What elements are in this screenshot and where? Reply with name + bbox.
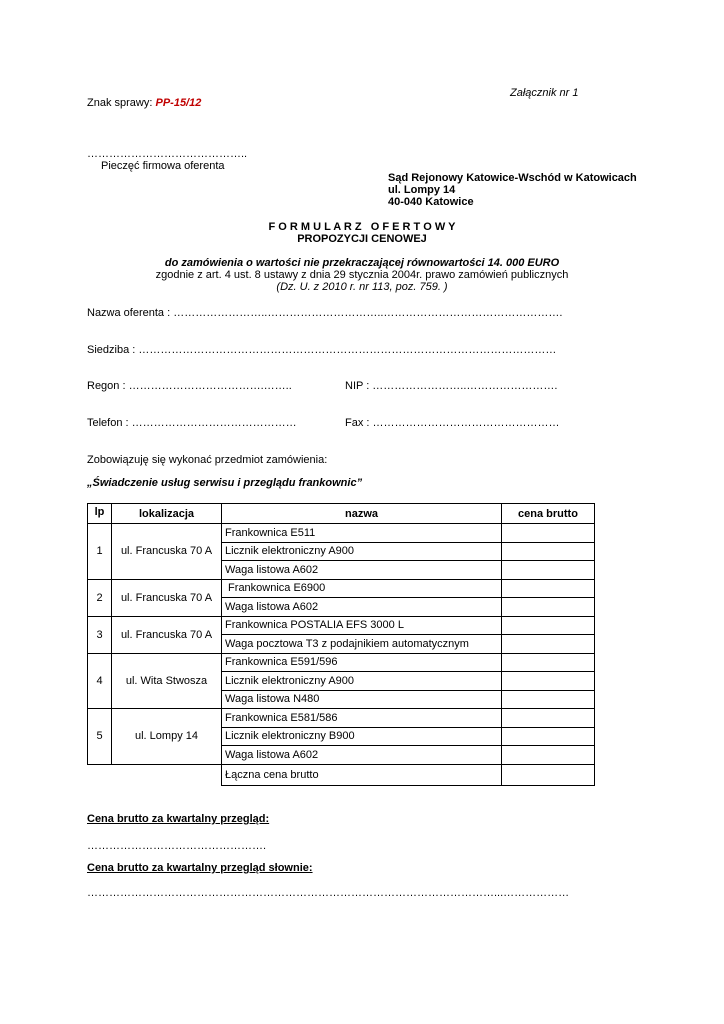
row-lp: 4 <box>88 653 112 709</box>
stamp-label: Pieczęć firmowa oferenta <box>101 160 225 172</box>
row-item-name: Licznik elektroniczny A900 <box>222 542 502 561</box>
attachment-label: Załącznik nr 1 <box>510 87 579 99</box>
table-header-row <box>88 504 595 524</box>
price-cell[interactable] <box>502 690 595 709</box>
phone-field[interactable]: Telefon : ……………………………………… <box>87 417 297 429</box>
row-lp: 2 <box>88 579 112 616</box>
price-cell[interactable] <box>502 653 595 672</box>
stamp-dots: …………………………………….. <box>87 148 248 160</box>
row-lp: 1 <box>88 524 112 580</box>
bidder-name-field[interactable]: Nazwa oferenta : ……………………..…………………………..…………………………………………. <box>87 307 563 319</box>
case-number-value: PP-15/12 <box>155 97 202 109</box>
price-cell[interactable] <box>502 672 595 691</box>
price-cell[interactable] <box>502 561 595 580</box>
row-item-name: Waga listowa A602 <box>222 598 502 617</box>
header-price: cena brutto <box>502 504 595 524</box>
total-row <box>88 764 595 785</box>
fax-field[interactable]: Fax : …………………………………………… <box>345 417 560 429</box>
table-row <box>88 653 595 672</box>
row-item-name: Frankownica E6900 <box>222 579 502 598</box>
price-cell[interactable] <box>502 542 595 561</box>
quarterly-price-words-label: Cena brutto za kwartalny przegląd słownie: <box>87 862 313 874</box>
row-lp: 5 <box>88 709 112 765</box>
form-subtitle: PROPOZYCJI CENOWEJ <box>297 233 427 245</box>
order-subject: „Świadczenie usług serwisu i przeglądu frankownic” <box>87 477 363 489</box>
table-row <box>88 524 595 543</box>
total-label: Łączna cena brutto <box>222 764 502 785</box>
row-item-name: Waga pocztowa T3 z podajnikiem automatycznym <box>222 635 502 654</box>
row-location: ul. Lompy 14 <box>112 709 222 765</box>
row-location: ul. Francuska 70 A <box>112 579 222 616</box>
legal-reference: (Dz. U. z 2010 r. nr 113, poz. 759. ) <box>276 281 448 293</box>
regon-field[interactable]: Regon : ……………………………….…….. <box>87 380 292 392</box>
price-cell[interactable] <box>502 598 595 617</box>
row-item-name: Frankownica E581/586 <box>222 709 502 728</box>
legal-basis: zgodnie z art. 4 ust. 8 ustawy z dnia 29 stycznia 2004r. prawo zamówień publicznych <box>155 269 569 281</box>
price-cell[interactable] <box>502 727 595 746</box>
bidder-address-field[interactable]: Siedziba : …………………………………………………………………………………………………… <box>87 344 557 356</box>
row-item-name: Licznik elektroniczny A900 <box>222 672 502 691</box>
header-lp: lp <box>88 504 112 524</box>
price-table <box>87 503 595 786</box>
row-location: ul. Francuska 70 A <box>112 524 222 580</box>
quarterly-price-field[interactable]: …………………………………………. <box>87 840 267 852</box>
total-row-spacer <box>88 764 222 785</box>
row-item-name: Waga listowa A602 <box>222 746 502 765</box>
row-item-name: Waga listowa N480 <box>222 690 502 709</box>
row-item-name: Frankownica E591/596 <box>222 653 502 672</box>
price-cell[interactable] <box>502 635 595 654</box>
recipient-line-2: ul. Lompy 14 <box>388 184 456 196</box>
table-row <box>88 616 595 635</box>
quarterly-price-label: Cena brutto za kwartalny przegląd: <box>87 813 270 825</box>
case-number <box>87 97 201 109</box>
price-cell[interactable] <box>502 616 595 635</box>
form-title: F O R M U L A R Z O F E R T O W Y <box>268 221 456 233</box>
price-cell[interactable] <box>502 709 595 728</box>
recipient-line-3: 40-040 Katowice <box>388 196 474 208</box>
recipient-line-1: Sąd Rejonowy Katowice-Wschód w Katowicach <box>388 172 637 184</box>
price-cell[interactable] <box>502 746 595 765</box>
order-scope: do zamówienia o wartości nie przekraczającej równowartości 14. 000 EURO <box>164 257 560 269</box>
header-name: nazwa <box>222 504 502 524</box>
table-row <box>88 579 595 598</box>
row-item-name: Waga listowa A602 <box>222 561 502 580</box>
row-item-name: Frankownica E511 <box>222 524 502 543</box>
case-number-label: Znak sprawy: <box>87 97 153 109</box>
commitment-text: Zobowiązuję się wykonać przedmiot zamówienia: <box>87 454 328 466</box>
row-lp: 3 <box>88 616 112 653</box>
row-item-name: Frankownica POSTALIA EFS 3000 L <box>222 616 502 635</box>
row-location: ul. Francuska 70 A <box>112 616 222 653</box>
row-item-name: Licznik elektroniczny B900 <box>222 727 502 746</box>
price-cell[interactable] <box>502 579 595 598</box>
row-location: ul. Wita Stwosza <box>112 653 222 709</box>
price-cell[interactable] <box>502 524 595 543</box>
total-price-cell[interactable] <box>502 764 595 785</box>
table-row <box>88 709 595 728</box>
quarterly-price-words-field[interactable]: …………………………………………………………………………………………………...……………… <box>87 887 570 899</box>
header-location: lokalizacja <box>112 504 222 524</box>
nip-field[interactable]: NIP : ……………………..……………………. <box>345 380 558 392</box>
